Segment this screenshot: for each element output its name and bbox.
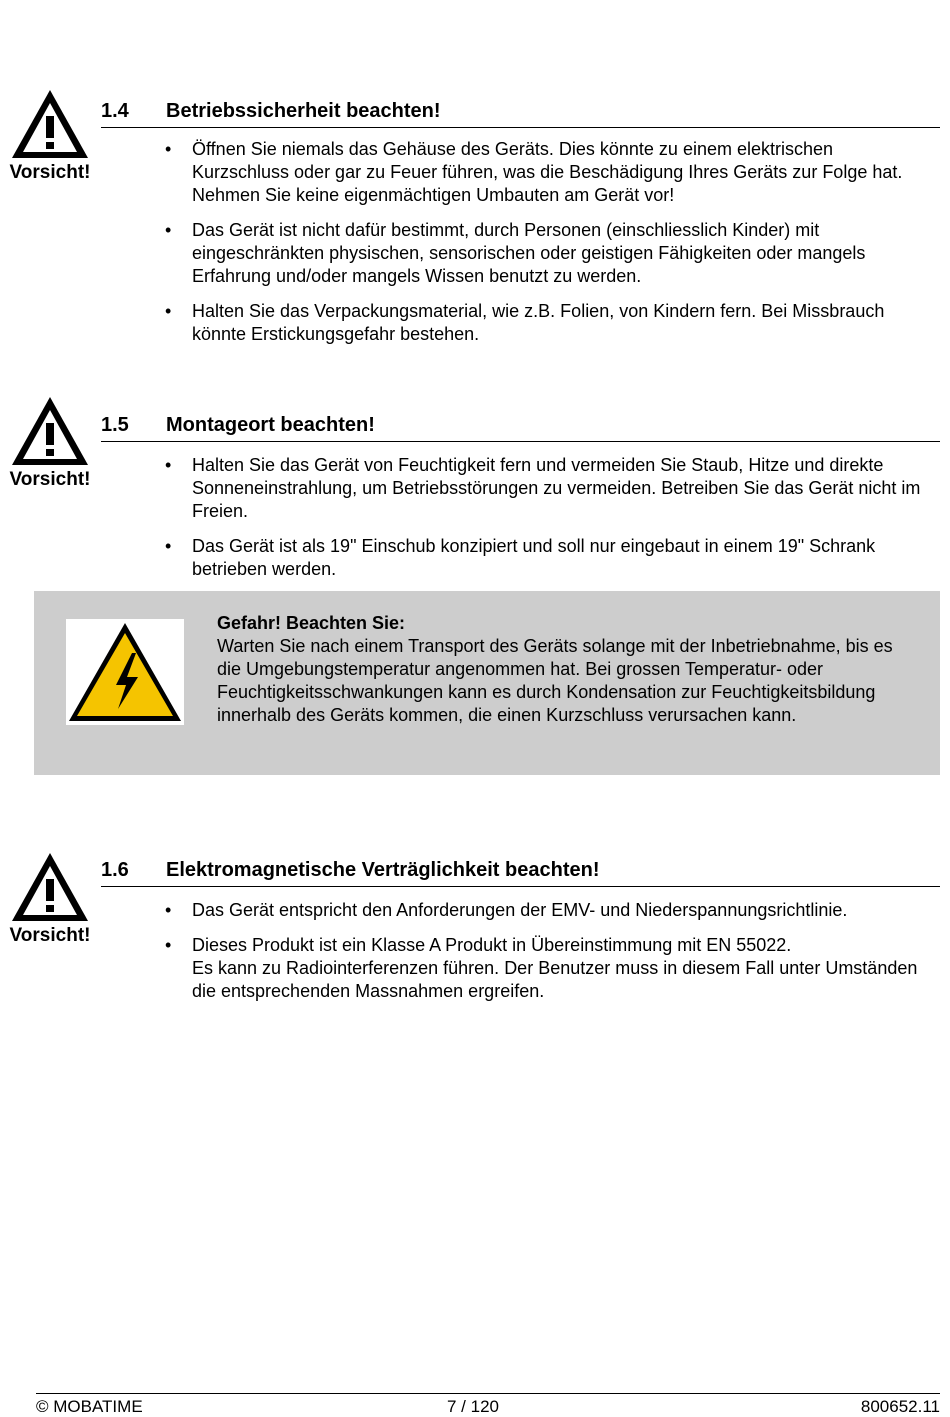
bullet-icon: • <box>165 455 172 475</box>
danger-notice-box <box>34 591 940 775</box>
exclamation-triangle-icon <box>10 88 90 160</box>
bullet-icon: • <box>165 900 172 920</box>
bullet-list-1-4 <box>165 138 930 358</box>
section-heading-1-4 <box>101 100 940 128</box>
high-voltage-warning-icon <box>66 619 184 730</box>
footer-page-number: 7 / 120 <box>447 1397 499 1416</box>
list-item: • Öffnen Sie niemals das Gehäuse des Geräts. Dies könnte zu einem elektrischen Kurzschluss oder gar zu Feuer führen, was die Beschädigung Ihres Geräts zur Folge hat. Nehmen Sie keine eigenmächtigen Umbauten am Gerät vor! <box>165 139 903 205</box>
caution-block-1-4 <box>2 88 98 184</box>
bullet-icon: • <box>165 301 172 321</box>
list-item: • Dieses Produkt ist ein Klasse A Produkt in Übereinstimmung mit EN 55022. Es kann zu Radiointerferenzen führen. Der Benutzer muss in diesem Fall unter Umständen die entsprechenden Massnahmen ergreifen. <box>165 935 918 1001</box>
caution-label: Vorsicht! <box>9 925 91 946</box>
caution-block-1-5 <box>2 395 98 491</box>
bullet-icon: • <box>165 935 172 955</box>
section-title: Betriebssicherheit beachten! <box>166 100 441 122</box>
footer-document-number: 800652.11 <box>860 1397 940 1416</box>
page-footer <box>36 1393 940 1416</box>
caution-block-1-6 <box>2 851 98 947</box>
danger-text-block <box>217 612 920 727</box>
list-item: • Das Gerät ist als 19" Einschub konzipiert und soll nur eingebaut in einem 19" Schrank betrieben werden. <box>165 536 876 579</box>
section-heading-1-5 <box>101 414 940 442</box>
bullet-icon: • <box>165 139 172 159</box>
bullet-list-1-6 <box>165 899 930 1015</box>
bullet-icon: • <box>165 536 172 556</box>
list-item: • Halten Sie das Gerät von Feuchtigkeit fern und vermeiden Sie Staub, Hitze und direkte Sonneneinstrahlung, um Betriebsstörungen zu vermeiden. Betreiben Sie das Gerät nicht im Freien. <box>165 455 921 521</box>
section-heading-1-6 <box>101 859 940 887</box>
danger-body: Warten Sie nach einem Transport des Geräts solange mit der Inbetriebnahme, bis es die Umgebungstemperatur angenommen hat. Bei grossen Temperatur- oder Feuchtigkeitsschwankungen kann es durch Kondensation zur Feuchtigkeitsbildung innerhalb des Geräts kommen, die einen Kurzschluss verursachen kann. <box>217 636 893 725</box>
section-number: 1.4 <box>101 100 129 122</box>
section-title: Elektromagnetische Verträglichkeit beachten! <box>166 859 600 881</box>
bullet-icon: • <box>165 220 172 240</box>
caution-label: Vorsicht! <box>9 162 91 183</box>
list-item: • Das Gerät ist nicht dafür bestimmt, durch Personen (einschliesslich Kinder) mit eingeschränkten physischen, sensorischen oder geistigen Fähigkeiten oder mangels Erfahrung und/oder mangels Wissen benutzt zu werden. <box>165 220 866 286</box>
list-item: • Das Gerät entspricht den Anforderungen der EMV- und Niederspannungsrichtlinie. <box>165 900 848 920</box>
section-number: 1.5 <box>101 414 129 436</box>
exclamation-triangle-icon <box>10 851 90 923</box>
section-number: 1.6 <box>101 859 129 881</box>
section-title: Montageort beachten! <box>166 414 375 436</box>
bullet-list-1-5 <box>165 454 930 593</box>
list-item: • Halten Sie das Verpackungsmaterial, wie z.B. Folien, von Kindern fern. Bei Missbrauch könnte Erstickungsgefahr bestehen. <box>165 301 885 344</box>
exclamation-triangle-icon <box>10 395 90 467</box>
caution-label: Vorsicht! <box>9 469 91 490</box>
danger-title: Gefahr! Beachten Sie: <box>217 613 406 633</box>
footer-copyright: © MOBATIME <box>36 1397 143 1416</box>
